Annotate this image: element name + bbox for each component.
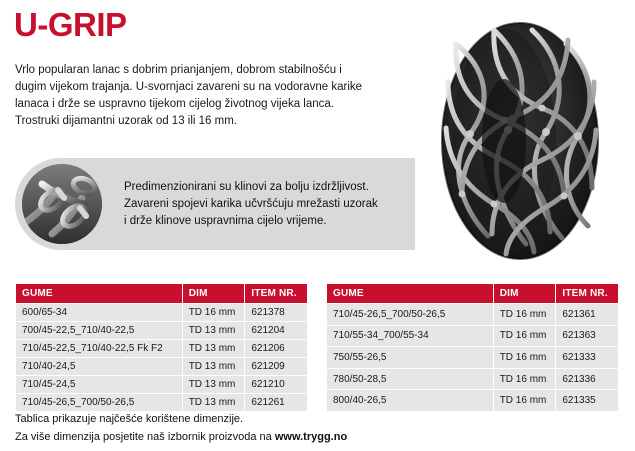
cell-dim: TD 16 mm: [493, 368, 556, 390]
feature-line-3: i drže klinove uspravnima cijelo vrijeme.: [124, 215, 327, 227]
column-header-dim: DIM: [493, 284, 556, 304]
column-header-dim: DIM: [182, 284, 245, 304]
table-row: [327, 390, 619, 412]
cell-dim: TD 13 mm: [182, 322, 245, 340]
size-tables: [15, 283, 620, 412]
website-link[interactable]: www.trygg.no: [274, 431, 348, 443]
table-row: [16, 358, 308, 376]
table-row: [327, 325, 619, 347]
column-header-item-nr: ITEM NR.: [556, 284, 619, 304]
table-row: [16, 394, 308, 412]
cell-item-nr: 621335: [556, 390, 619, 412]
size-table-right: [326, 283, 619, 412]
cell-gume: 710/45-24,5: [16, 376, 183, 394]
intro-line-1: Vrlo popularan lanac s dobrim prianjanjem, dobrom stabilnošću i: [15, 64, 342, 76]
cell-gume: 710/40-24,5: [16, 358, 183, 376]
cell-item-nr: 621261: [245, 394, 308, 412]
footer-line-2-text: Za više dimenzija posjetite naš izbornik proizvoda na: [15, 431, 275, 443]
cell-item-nr: 621361: [556, 304, 619, 326]
column-header-gume: GUME: [16, 284, 183, 304]
cell-item-nr: 621333: [556, 347, 619, 369]
footer-line-1: Tablica prikazuje najčešće korištene dimenzije.: [15, 413, 244, 425]
size-table-left: [15, 283, 308, 412]
column-header-item-nr: ITEM NR.: [245, 284, 308, 304]
feature-line-2: Zavareni spojevi karika učvršćuju mrežasti uzorak: [124, 198, 378, 210]
cell-gume: 800/40-26,5: [327, 390, 494, 412]
cell-dim: TD 13 mm: [182, 394, 245, 412]
feature-line-1: Predimenzionirani su klinovi za bolju izdržljivost.: [124, 181, 369, 193]
table-row: [16, 304, 308, 322]
chain-closeup-photo-icon: [22, 164, 102, 244]
table-row: [327, 304, 619, 326]
footer-line-2: [15, 428, 515, 446]
cell-dim: TD 13 mm: [182, 340, 245, 358]
cell-item-nr: 621210: [245, 376, 308, 394]
cell-item-nr: 621204: [245, 322, 308, 340]
cell-gume: 710/55-34_700/55-34: [327, 325, 494, 347]
column-header-gume: GUME: [327, 284, 494, 304]
cell-dim: TD 16 mm: [493, 304, 556, 326]
cell-gume: 710/45-22,5_710/40-22,5 Fk F2: [16, 340, 183, 358]
cell-gume: 750/55-26,5: [327, 347, 494, 369]
cell-item-nr: 621206: [245, 340, 308, 358]
cell-dim: TD 16 mm: [182, 304, 245, 322]
table-row: [327, 368, 619, 390]
table-row: [16, 322, 308, 340]
cell-dim: TD 13 mm: [182, 376, 245, 394]
cell-gume: 710/45-26,5_700/50-26,5: [16, 394, 183, 412]
table-row: [16, 340, 308, 358]
table-header-row: [327, 284, 619, 304]
cell-dim: TD 13 mm: [182, 358, 245, 376]
intro-line-2: dugim vijekom trajanja. U-svornjaci zavareni su na vodoravne karike: [15, 81, 363, 93]
cell-gume: 710/45-26,5_700/50-26,5: [327, 304, 494, 326]
cell-item-nr: 621336: [556, 368, 619, 390]
intro-line-4: Trostruki dijamantni uzorak od 13 ili 16 mm.: [15, 115, 237, 127]
cell-dim: TD 16 mm: [493, 325, 556, 347]
intro-line-3: lanaca i drže se uspravno tijekom cijelog životnog vijeka lanca.: [15, 98, 334, 110]
table-body-left: [16, 304, 308, 412]
feature-text: [124, 179, 424, 230]
cell-item-nr: 621363: [556, 325, 619, 347]
cell-gume: 700/45-22,5_710/40-22,5: [16, 322, 183, 340]
cell-gume: 600/65-34: [16, 304, 183, 322]
cell-dim: TD 16 mm: [493, 390, 556, 412]
intro-paragraph: [15, 62, 390, 130]
tire-chain-product-photo-icon: [408, 10, 630, 268]
cell-item-nr: 621209: [245, 358, 308, 376]
cell-item-nr: 621378: [245, 304, 308, 322]
table-body-right: [327, 304, 619, 412]
table-row: [327, 347, 619, 369]
cell-gume: 780/50-28,5: [327, 368, 494, 390]
table-row: [16, 376, 308, 394]
table-header-row: [16, 284, 308, 304]
page-title: U-GRIP: [14, 6, 127, 43]
footer-note: [15, 410, 515, 446]
cell-dim: TD 16 mm: [493, 347, 556, 369]
